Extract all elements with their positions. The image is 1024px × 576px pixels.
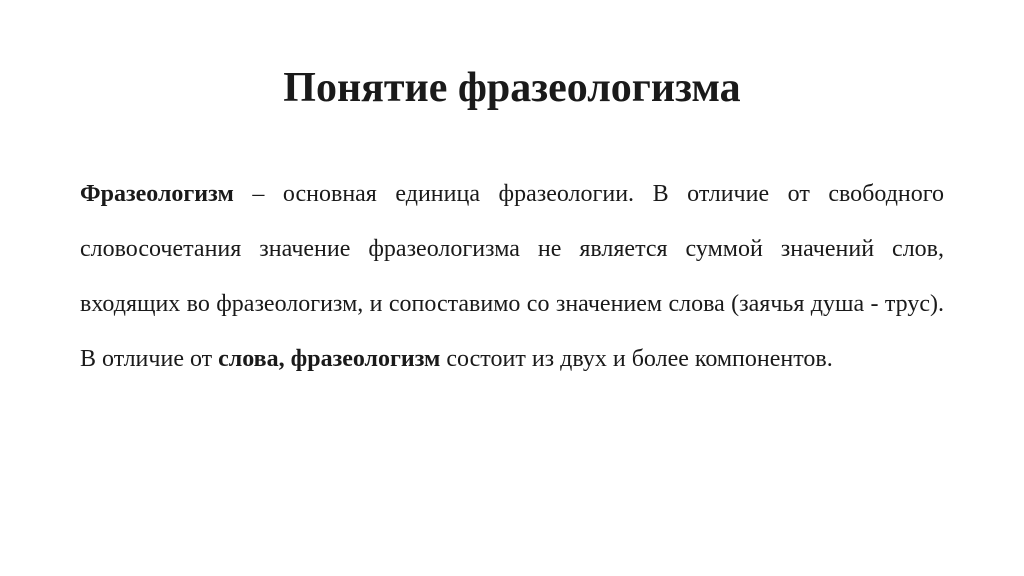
bold-word-frazeologizm: фразеологизм [290,346,441,372]
paragraph-text-part2: состоит из двух и более компонентов. [440,346,833,372]
bold-word-slova: слова, [218,346,285,372]
term-bold: Фразеологизм [80,181,234,207]
slide-title: Понятие фразеологизма [283,65,741,111]
definition-paragraph [80,167,944,387]
paragraph-text-part1: – основная единица фразеологии. В отличие от свободного словосочетания значение фразеологизма не является суммой значений слов, входящих во фразеологизм, и сопоставимо со значением слова (заячья душа - трус). В отличие от [80,181,944,372]
